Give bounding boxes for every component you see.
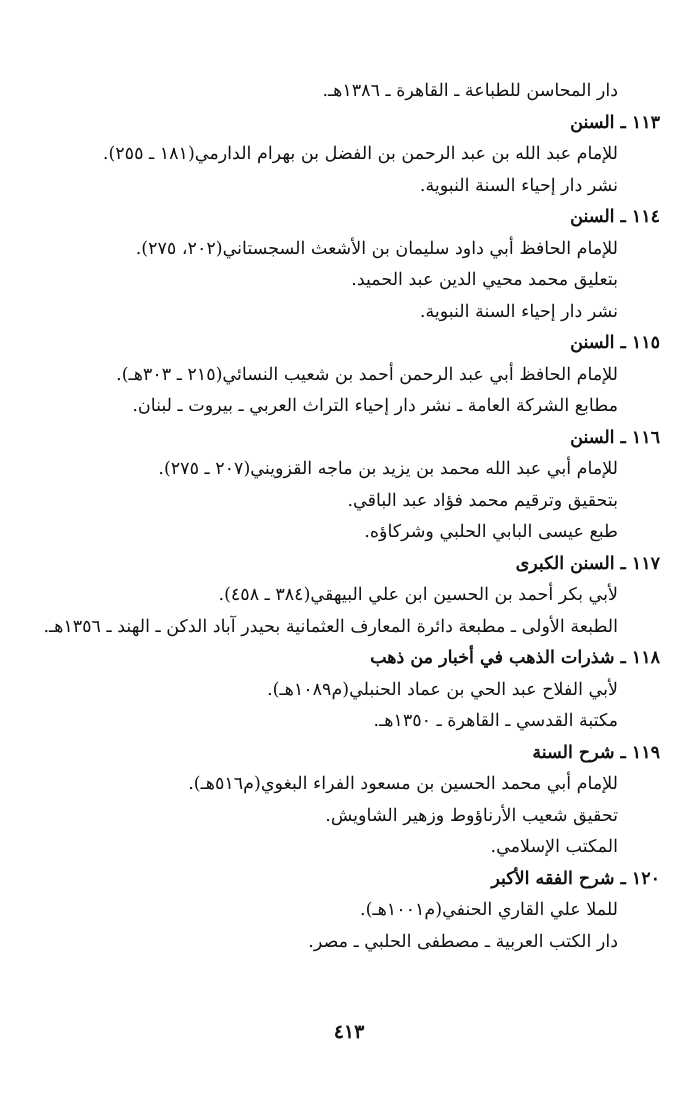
entry-author: للإمام أبي عبد الله محمد بن يزيد بن ماجه القزويني(٢٠٧ ـ ٢٧٥). <box>158 459 618 479</box>
entry-title: شرح الفقه الأكبر <box>491 868 615 889</box>
entry-title: شرح السنة <box>532 742 615 763</box>
entry-publisher: المكتب الإسلامي. <box>490 837 618 857</box>
entry-author: لأبي الفلاح عبد الحي بن عماد الحنبلي(م١٠٨٩هـ). <box>267 679 618 700</box>
entry-title: السنن <box>570 427 615 448</box>
page-number: ٤١٣ <box>333 1021 365 1043</box>
entry-heading <box>38 864 660 896</box>
entry-title: السنن <box>570 333 615 353</box>
entry-number: ١١٦ ـ <box>620 427 660 448</box>
entry-number: ١١٣ ـ <box>620 112 660 133</box>
bibliography-entry <box>38 738 660 864</box>
bibliography-list <box>38 76 660 958</box>
continued-publisher-line: دار المحاسن للطباعة ـ القاهرة ـ ١٣٨٦هـ. <box>322 81 618 101</box>
entry-publisher: نشر دار إحياء السنة النبوية. <box>419 175 618 196</box>
bibliography-entry <box>38 328 660 423</box>
bibliography-entry <box>38 643 660 738</box>
bibliography-entry <box>38 202 660 328</box>
entry-heading <box>38 738 660 770</box>
entry-number: ١١٤ ـ <box>620 207 660 227</box>
entry-heading <box>38 328 660 360</box>
entry-title: السنن الكبرى <box>515 553 615 574</box>
entry-title: السنن <box>570 207 615 227</box>
entry-editor: بتعليق محمد محيي الدين عبد الحميد. <box>351 270 618 290</box>
entry-author: للإمام أبي محمد الحسين بن مسعود الفراء البغوي(م٥١٦هـ). <box>188 774 618 794</box>
entry-number: ١١٨ ـ <box>620 648 660 668</box>
entry-publisher: مكتبة القدسي ـ القاهرة ـ ١٣٥٠هـ. <box>373 711 618 731</box>
entry-publisher: دار الكتب العربية ـ مصطفى الحلبي ـ مصر. <box>308 931 618 952</box>
entry-title: شذرات الذهب في أخبار من ذهب <box>370 648 615 668</box>
entry-author: للإمام الحافظ أبي عبد الرحمن أحمد بن شعيب النسائي(٢١٥ ـ ٣٠٣هـ). <box>116 364 618 385</box>
entry-publisher: طبع عيسى البابي الحلبي وشركاؤه. <box>364 522 618 542</box>
bibliography-entry <box>38 549 660 644</box>
bibliography-entry <box>38 864 660 959</box>
entry-title: السنن <box>570 112 615 133</box>
entry-heading <box>38 549 660 581</box>
entry-author: للإمام الحافظ أبي داود سليمان بن الأشعث السجستاني(٢٠٢، ٢٧٥). <box>135 238 618 259</box>
entry-editor: بتحقيق وترقيم محمد فؤاد عبد الباقي. <box>347 490 618 511</box>
entry-publisher: مطابع الشركة العامة ـ نشر دار إحياء التراث العربي ـ بيروت ـ لبنان. <box>132 396 618 416</box>
bibliography-entry <box>38 423 660 549</box>
entry-publisher: نشر دار إحياء السنة النبوية. <box>419 301 618 322</box>
entry-author: للإمام عبد الله بن عبد الرحمن بن الفضل بن بهرام الدارمي(١٨١ ـ ٢٥٥). <box>102 144 618 164</box>
entry-number: ١١٧ ـ <box>620 553 660 574</box>
entry-publisher: الطبعة الأولى ـ مطبعة دائرة المعارف العثمانية بحيدر آباد الدكن ـ الهند ـ ١٣٥٦هـ. <box>43 616 618 637</box>
entry-heading <box>38 423 660 455</box>
entry-editor: تحقيق شعيب الأرناؤوط وزهير الشاويش. <box>325 805 618 826</box>
entry-number: ١١٩ ـ <box>620 742 660 763</box>
entry-heading <box>38 108 660 140</box>
entry-author: لأبي بكر أحمد بن الحسين ابن علي البيهقي(٣٨٤ ـ ٤٥٨). <box>218 585 618 605</box>
entry-author: للملا علي القاري الحنفي(م١٠٠١هـ). <box>360 900 618 920</box>
entry-heading <box>38 643 660 675</box>
entry-number: ١١٥ ـ <box>620 333 660 353</box>
bibliography-entry <box>38 108 660 203</box>
entry-number: ١٢٠ ـ <box>620 868 660 889</box>
entry-heading <box>38 202 660 234</box>
